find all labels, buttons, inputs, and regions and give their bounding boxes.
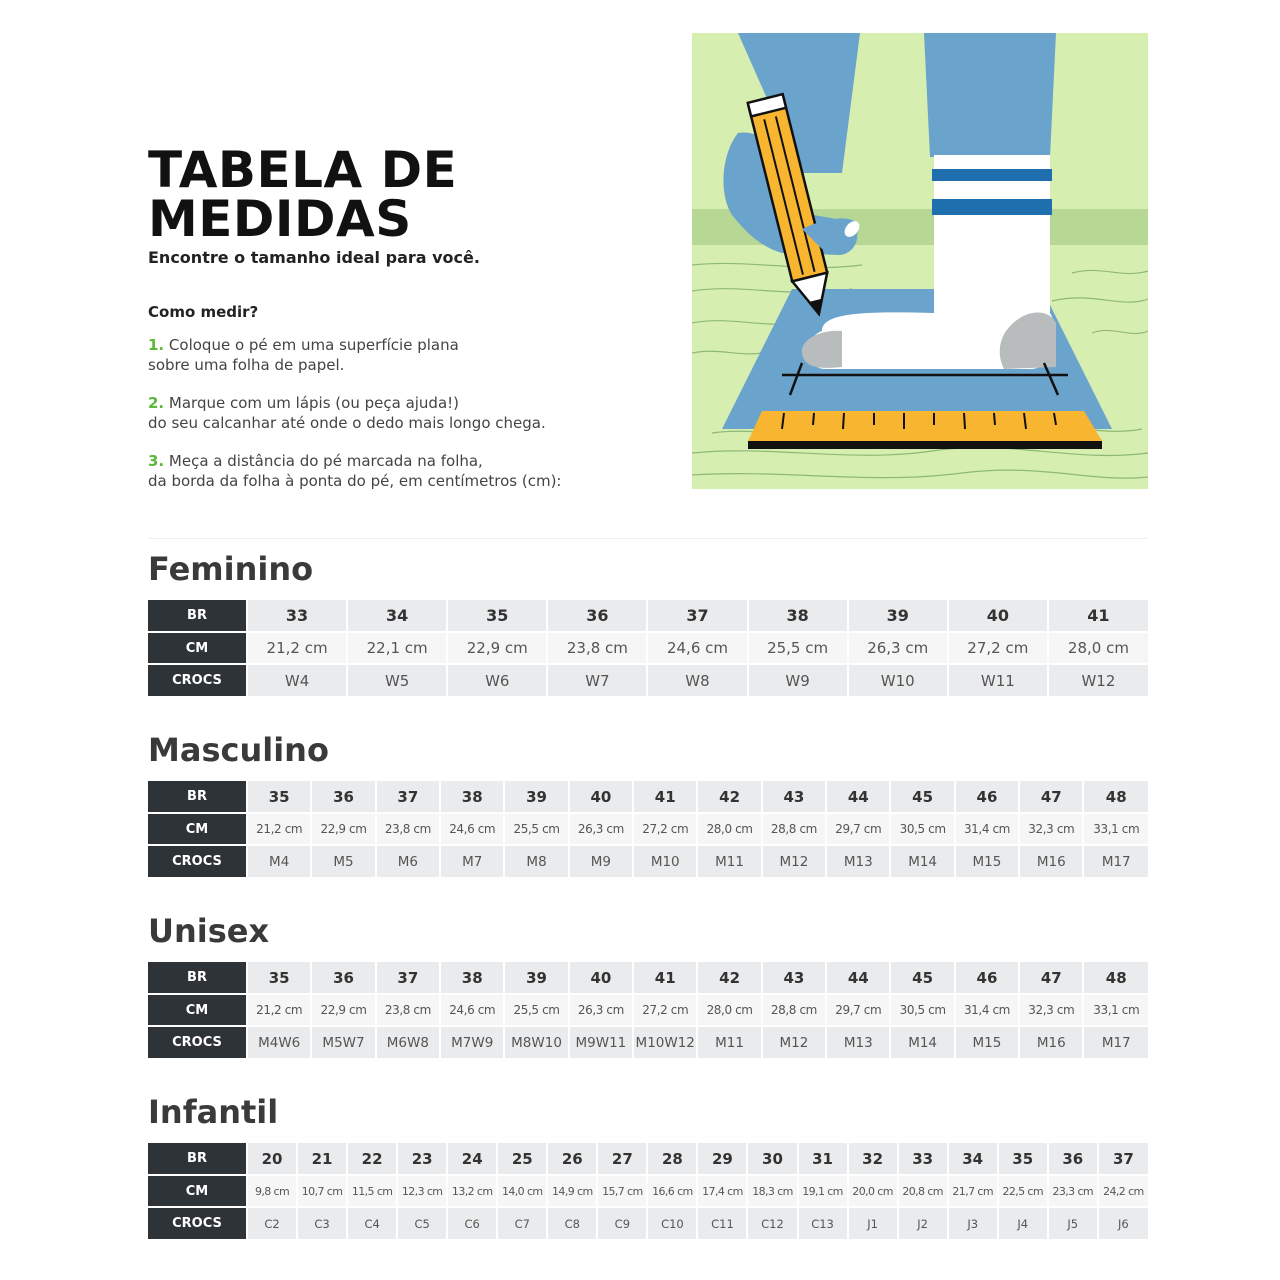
step-number: 3. <box>148 452 165 470</box>
crocs-cell: M10 <box>633 845 697 877</box>
row-label-crocs: CROCS <box>148 664 247 696</box>
cm-cell: 25,5 cm <box>748 632 848 664</box>
cm-cell: 23,8 cm <box>547 632 647 664</box>
crocs-cell: M16 <box>1019 1026 1083 1058</box>
br-cell: 31 <box>798 1143 848 1175</box>
cm-cell: 32,3 cm <box>1019 994 1083 1026</box>
crocs-cell: J6 <box>1098 1207 1148 1239</box>
subtitle: Encontre o tamanho ideal para você. <box>148 248 480 267</box>
crocs-cell: M9W11 <box>569 1026 633 1058</box>
br-cell: 27 <box>597 1143 647 1175</box>
br-cell: 39 <box>504 781 568 813</box>
br-cell: 35 <box>998 1143 1048 1175</box>
divider <box>148 538 1148 539</box>
br-cell: 36 <box>311 962 375 994</box>
size-table-unisex <box>148 962 1148 1058</box>
cm-cell: 22,9 cm <box>311 994 375 1026</box>
cm-cell: 26,3 cm <box>569 994 633 1026</box>
crocs-cell: C11 <box>697 1207 747 1239</box>
crocs-cell: C3 <box>297 1207 347 1239</box>
cm-cell: 25,5 cm <box>504 994 568 1026</box>
br-cell: 46 <box>955 962 1019 994</box>
step-text: do seu calcanhar até onde o dedo mais longo chega. <box>148 414 546 432</box>
br-cell: 29 <box>697 1143 747 1175</box>
br-cell: 24 <box>447 1143 497 1175</box>
row-cm <box>148 632 1148 664</box>
crocs-cell: M4W6 <box>247 1026 311 1058</box>
row-label-br: BR <box>148 1143 247 1175</box>
crocs-cell: M12 <box>762 1026 826 1058</box>
br-cell: 34 <box>347 600 447 632</box>
row-cm <box>148 994 1148 1026</box>
cm-cell: 22,9 cm <box>311 813 375 845</box>
crocs-cell: W6 <box>447 664 547 696</box>
br-cell: 25 <box>497 1143 547 1175</box>
cm-cell: 30,5 cm <box>890 994 954 1026</box>
step-1 <box>148 335 588 375</box>
br-cell: 36 <box>1048 1143 1098 1175</box>
row-crocs <box>148 1026 1148 1058</box>
crocs-cell: M14 <box>890 1026 954 1058</box>
crocs-cell: C7 <box>497 1207 547 1239</box>
ruler-edge <box>748 441 1102 449</box>
cm-cell: 17,4 cm <box>697 1175 747 1207</box>
br-cell: 35 <box>447 600 547 632</box>
cm-cell: 22,9 cm <box>447 632 547 664</box>
cm-cell: 24,6 cm <box>440 813 504 845</box>
row-br <box>148 600 1148 632</box>
crocs-cell: J3 <box>948 1207 998 1239</box>
step-text: Marque com um lápis (ou peça ajuda!) <box>168 394 460 412</box>
crocs-cell: M11 <box>697 845 761 877</box>
br-cell: 47 <box>1019 962 1083 994</box>
cm-cell: 31,4 cm <box>955 994 1019 1026</box>
crocs-cell: M13 <box>826 845 890 877</box>
crocs-cell: W7 <box>547 664 647 696</box>
row-crocs <box>148 664 1148 696</box>
br-cell: 48 <box>1083 781 1148 813</box>
crocs-cell: M16 <box>1019 845 1083 877</box>
cm-cell: 22,5 cm <box>998 1175 1048 1207</box>
step-3 <box>148 451 588 491</box>
cm-cell: 12,3 cm <box>397 1175 447 1207</box>
cm-cell: 22,1 cm <box>347 632 447 664</box>
br-cell: 45 <box>890 962 954 994</box>
cm-cell: 28,8 cm <box>762 994 826 1026</box>
crocs-cell: M4 <box>247 845 311 877</box>
cm-cell: 25,5 cm <box>504 813 568 845</box>
br-cell: 38 <box>440 781 504 813</box>
size-table-infantil <box>148 1143 1148 1239</box>
row-br <box>148 962 1148 994</box>
br-cell: 26 <box>547 1143 597 1175</box>
row-label-crocs: CROCS <box>148 845 247 877</box>
cm-cell: 24,6 cm <box>440 994 504 1026</box>
br-cell: 30 <box>747 1143 797 1175</box>
row-label-crocs: CROCS <box>148 1207 247 1239</box>
cm-cell: 11,5 cm <box>347 1175 397 1207</box>
title-line-2: MEDIDAS <box>148 190 412 248</box>
row-label-cm: CM <box>148 632 247 664</box>
foot-measuring-illustration <box>692 33 1148 489</box>
crocs-cell: M15 <box>955 1026 1019 1058</box>
step-text: da borda da folha à ponta do pé, em centímetros (cm): <box>148 472 562 490</box>
cm-cell: 13,2 cm <box>447 1175 497 1207</box>
cm-cell: 29,7 cm <box>826 813 890 845</box>
section-title-infantil: Infantil <box>148 1093 279 1131</box>
cm-cell: 18,3 cm <box>747 1175 797 1207</box>
row-label-br: BR <box>148 962 247 994</box>
section-title-feminino: Feminino <box>148 550 314 588</box>
br-cell: 48 <box>1083 962 1148 994</box>
cm-cell: 23,8 cm <box>376 994 440 1026</box>
row-crocs <box>148 845 1148 877</box>
cm-cell: 26,3 cm <box>569 813 633 845</box>
size-table-feminino <box>148 600 1148 696</box>
title-line-1: TABELA DE <box>148 141 458 199</box>
cm-cell: 21,2 cm <box>247 632 347 664</box>
row-label-crocs: CROCS <box>148 1026 247 1058</box>
cm-cell: 20,8 cm <box>898 1175 948 1207</box>
br-cell: 20 <box>247 1143 297 1175</box>
cm-cell: 26,3 cm <box>848 632 948 664</box>
cm-cell: 33,1 cm <box>1083 813 1148 845</box>
step-text: sobre uma folha de papel. <box>148 356 345 374</box>
row-cm <box>148 1175 1148 1207</box>
crocs-cell: M5W7 <box>311 1026 375 1058</box>
crocs-cell: W8 <box>647 664 747 696</box>
step-text: Coloque o pé em uma superfície plana <box>168 336 459 354</box>
crocs-cell: M12 <box>762 845 826 877</box>
br-cell: 39 <box>504 962 568 994</box>
br-cell: 33 <box>898 1143 948 1175</box>
ruler <box>748 411 1102 441</box>
br-cell: 37 <box>376 781 440 813</box>
crocs-cell: M9 <box>569 845 633 877</box>
cm-cell: 10,7 cm <box>297 1175 347 1207</box>
cm-cell: 27,2 cm <box>948 632 1048 664</box>
cm-cell: 21,2 cm <box>247 813 311 845</box>
sock-stripe-1 <box>932 169 1052 181</box>
cm-cell: 14,0 cm <box>497 1175 547 1207</box>
crocs-cell: M15 <box>955 845 1019 877</box>
br-cell: 41 <box>633 962 697 994</box>
crocs-cell: W9 <box>748 664 848 696</box>
br-cell: 42 <box>697 962 761 994</box>
crocs-cell: J2 <box>898 1207 948 1239</box>
br-cell: 38 <box>748 600 848 632</box>
br-cell: 43 <box>762 781 826 813</box>
cm-cell: 29,7 cm <box>826 994 890 1026</box>
crocs-cell: C9 <box>597 1207 647 1239</box>
crocs-cell: M11 <box>697 1026 761 1058</box>
br-cell: 23 <box>397 1143 447 1175</box>
crocs-cell: M10W12 <box>633 1026 697 1058</box>
br-cell: 28 <box>647 1143 697 1175</box>
cm-cell: 28,0 cm <box>697 994 761 1026</box>
cm-cell: 33,1 cm <box>1083 994 1148 1026</box>
br-cell: 40 <box>569 962 633 994</box>
row-br <box>148 781 1148 813</box>
br-cell: 42 <box>697 781 761 813</box>
br-cell: 37 <box>376 962 440 994</box>
row-label-cm: CM <box>148 1175 247 1207</box>
step-2 <box>148 393 588 433</box>
br-cell: 41 <box>1048 600 1148 632</box>
pant-leg-right <box>924 33 1056 157</box>
br-cell: 36 <box>311 781 375 813</box>
br-cell: 21 <box>297 1143 347 1175</box>
row-label-cm: CM <box>148 994 247 1026</box>
br-cell: 40 <box>948 600 1048 632</box>
row-cm <box>148 813 1148 845</box>
crocs-cell: C13 <box>798 1207 848 1239</box>
br-cell: 36 <box>547 600 647 632</box>
br-cell: 40 <box>569 781 633 813</box>
crocs-cell: C8 <box>547 1207 597 1239</box>
crocs-cell: C12 <box>747 1207 797 1239</box>
crocs-cell: M17 <box>1083 845 1148 877</box>
row-crocs <box>148 1207 1148 1239</box>
crocs-cell: M5 <box>311 845 375 877</box>
br-cell: 43 <box>762 962 826 994</box>
page-title <box>148 141 458 248</box>
section-title-unisex: Unisex <box>148 912 270 950</box>
cm-cell: 27,2 cm <box>633 813 697 845</box>
cm-cell: 28,8 cm <box>762 813 826 845</box>
cm-cell: 24,2 cm <box>1098 1175 1148 1207</box>
crocs-cell: M17 <box>1083 1026 1148 1058</box>
crocs-cell: W10 <box>848 664 948 696</box>
br-cell: 44 <box>826 781 890 813</box>
cm-cell: 32,3 cm <box>1019 813 1083 845</box>
step-number: 1. <box>148 336 165 354</box>
br-cell: 44 <box>826 962 890 994</box>
crocs-cell: J5 <box>1048 1207 1098 1239</box>
crocs-cell: W11 <box>948 664 1048 696</box>
crocs-cell: M8 <box>504 845 568 877</box>
cm-cell: 14,9 cm <box>547 1175 597 1207</box>
cm-cell: 15,7 cm <box>597 1175 647 1207</box>
row-label-br: BR <box>148 781 247 813</box>
crocs-cell: M14 <box>890 845 954 877</box>
br-cell: 32 <box>848 1143 898 1175</box>
cm-cell: 16,6 cm <box>647 1175 697 1207</box>
crocs-cell: M7W9 <box>440 1026 504 1058</box>
crocs-cell: C6 <box>447 1207 497 1239</box>
cm-cell: 23,8 cm <box>376 813 440 845</box>
crocs-cell: W4 <box>247 664 347 696</box>
br-cell: 38 <box>440 962 504 994</box>
cm-cell: 27,2 cm <box>633 994 697 1026</box>
row-br <box>148 1143 1148 1175</box>
br-cell: 35 <box>247 781 311 813</box>
cm-cell: 20,0 cm <box>848 1175 898 1207</box>
cm-cell: 28,0 cm <box>697 813 761 845</box>
sock-stripe-2 <box>932 199 1052 215</box>
cm-cell: 24,6 cm <box>647 632 747 664</box>
crocs-cell: M13 <box>826 1026 890 1058</box>
br-cell: 22 <box>347 1143 397 1175</box>
crocs-cell: M8W10 <box>504 1026 568 1058</box>
br-cell: 46 <box>955 781 1019 813</box>
cm-cell: 21,7 cm <box>948 1175 998 1207</box>
crocs-cell: C2 <box>247 1207 297 1239</box>
cm-cell: 21,2 cm <box>247 994 311 1026</box>
cm-cell: 9,8 cm <box>247 1175 297 1207</box>
crocs-cell: J1 <box>848 1207 898 1239</box>
step-text: Meça a distância do pé marcada na folha, <box>168 452 483 470</box>
cm-cell: 28,0 cm <box>1048 632 1148 664</box>
br-cell: 34 <box>948 1143 998 1175</box>
crocs-cell: C5 <box>397 1207 447 1239</box>
cm-cell: 23,3 cm <box>1048 1175 1098 1207</box>
br-cell: 47 <box>1019 781 1083 813</box>
crocs-cell: M6W8 <box>376 1026 440 1058</box>
size-table-masculino <box>148 781 1148 877</box>
how-to-heading: Como medir? <box>148 303 259 321</box>
br-cell: 37 <box>647 600 747 632</box>
crocs-cell: W5 <box>347 664 447 696</box>
crocs-cell: M6 <box>376 845 440 877</box>
cm-cell: 31,4 cm <box>955 813 1019 845</box>
crocs-cell: C10 <box>647 1207 697 1239</box>
crocs-cell: W12 <box>1048 664 1148 696</box>
br-cell: 33 <box>247 600 347 632</box>
row-label-br: BR <box>148 600 247 632</box>
cm-cell: 30,5 cm <box>890 813 954 845</box>
section-title-masculino: Masculino <box>148 731 329 769</box>
br-cell: 39 <box>848 600 948 632</box>
br-cell: 41 <box>633 781 697 813</box>
br-cell: 45 <box>890 781 954 813</box>
br-cell: 37 <box>1098 1143 1148 1175</box>
crocs-cell: C4 <box>347 1207 397 1239</box>
br-cell: 35 <box>247 962 311 994</box>
crocs-cell: J4 <box>998 1207 1048 1239</box>
row-label-cm: CM <box>148 813 247 845</box>
crocs-cell: M7 <box>440 845 504 877</box>
step-number: 2. <box>148 394 165 412</box>
cm-cell: 19,1 cm <box>798 1175 848 1207</box>
